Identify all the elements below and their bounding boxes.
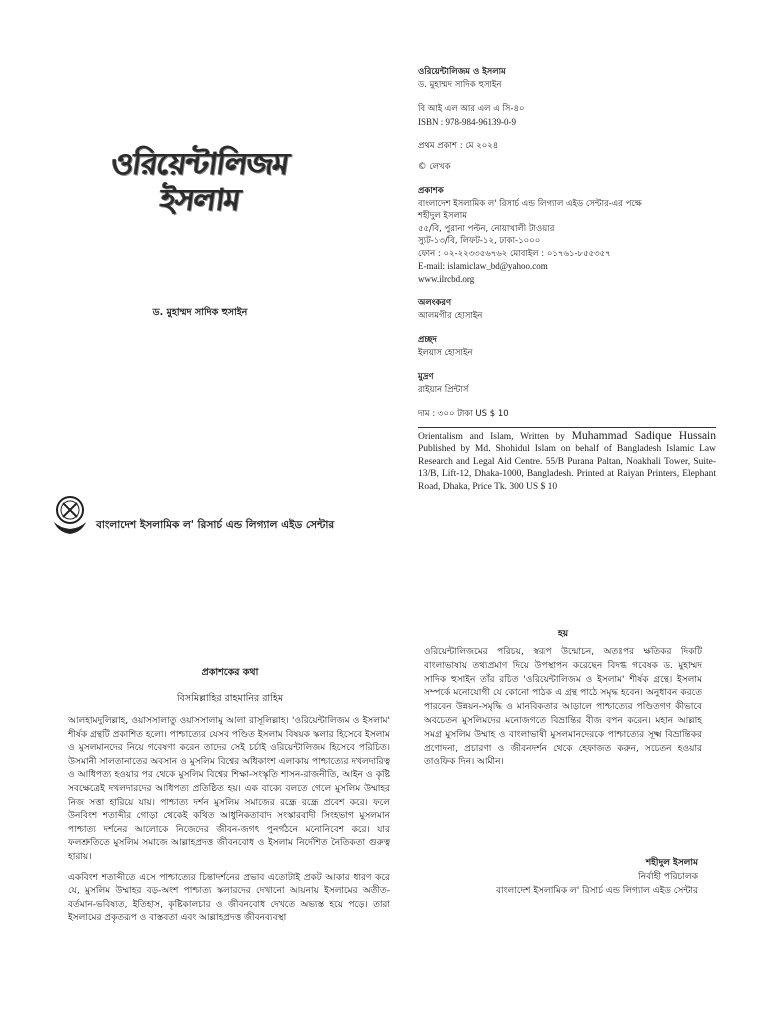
- signature-name: শহীদুল ইসলাম: [645, 858, 698, 868]
- imprint-price: দাম : ৩০০ টাকা US $ 10: [418, 409, 509, 419]
- imprint-publisher-line1: বাংলাদেশ ইসলামিক ল' রিসার্চ এন্ড লিগ্যাল এইড সেন্টার-এর পক্ষে: [418, 198, 642, 209]
- credits-author: Muhammad Sadique Hussain: [571, 429, 716, 442]
- imprint-first-edition: প্রথম প্রকাশ : মে ২০২৪: [418, 141, 499, 151]
- publisher-emblem-icon: [52, 492, 88, 536]
- title-page-publisher: বাংলাদেশ ইসলামিক ল' রিসার্চ এন্ড লিগ্যাল এইড সেন্টার: [96, 519, 335, 531]
- title-page-author: ড. মুহাম্মদ সাদিক হুসাইন: [152, 307, 248, 318]
- preface-body: [68, 715, 390, 933]
- imprint-publisher-line4: স্যুট-১৩/বি, লিফট-১২, ঢাকা-১০০০: [418, 236, 541, 246]
- right-page-body: ওরিয়েন্টালিজমের পরিচয়, স্বরূপ উন্মোচন, অতঃপর ক্ষতিকর দিকটি বাংলাভাষায় তথ্যপ্রমাণ দিয়ে উপস্থাপন করেছেন বিদগ্ধ গবেষক ড. মুহাম্মদ সাদিক হুসাইন তাঁর রচিত 'ওরিয়েন্টালিজম ও ইসলাম' শীর্ষক গ্রন্থে। ইসলাম সম্পর্কে মনোযোগী যে কোনো পাঠক এ গ্রন্থ পাঠে সমৃদ্ধ হবেন। অনুধাবন করতে পারবেন উন্নয়ন-সমৃদ্ধি ও মানবিকতার আড়ালে পাশ্চাত্যের পণ্ডিতগণ কীভাবে অবচেতন মুসলিমদের মনোজগতে বিভ্রান্তির বীজ বপন করেন। মহান আল্লাহ সমগ্র মুসলিম উম্মাহ ও বাংলাভাষী মুসলমানদেরকে পাশ্চাত্যের সূক্ষ্ম বিভ্রান্তিকর প্রণোদনা, প্রচারণা ও জীবনদর্শন থেকে হেফাজত করুন, সচেতন হওয়ার তাওফিক দিন। আমীন।: [424, 647, 702, 768]
- book-title-artwork: [100, 147, 300, 218]
- title-line-2: ইসলাম: [158, 183, 243, 218]
- imprint-decoration-name: আলমগীর হোসাইন: [418, 310, 483, 321]
- imprint-decoration-label: অলংকরণ: [418, 298, 452, 308]
- imprint-divider: [418, 427, 716, 428]
- imprint-book-title: ওরিয়েন্টালিজম ও ইসলাম: [418, 67, 506, 77]
- credits-intro: Orientalism and Islam, Written by: [418, 431, 572, 442]
- preface-bismillah: বিসমিল্লাহির রাহমানির রাহিম: [176, 693, 284, 704]
- imprint-print-label: মুদ্রণ: [418, 372, 434, 382]
- imprint-print-name: রাইয়ান প্রিন্টার্স: [418, 384, 469, 395]
- signature-role: নির্বাহী পরিচালক: [638, 872, 698, 882]
- credits-details: Published by Md. Shohidul Islam on behalf of Bangladesh Islamic Law Research and Legal Aid Centre. 55/B Purana Paltan, Noakhali Tower, Suite-13/B, Lift-12, Dhaka-1000, Bangladesh. Printed at Raiyan Printers, Elephant Road, Dhaka, Price Tk. 300 US $ 10: [418, 444, 716, 492]
- imprint-copyright: © লেখক: [418, 161, 451, 172]
- imprint-phone: ফোন : ০২-২২৩৩৫৬৭৬২ মোবাইল : ০১৭৬১-৮৫৫৩৫৭: [418, 248, 611, 259]
- imprint-cover-label: প্রচ্ছদ: [418, 335, 437, 345]
- preface-paragraph-2: একবিংশ শতাব্দীতে এসে পাশ্চাত্যের চিন্তাদর্শনের প্রভাব এতোটাই প্রকট আকার ধারণ করে যে, মুসলিম উম্মাহর বড়-অংশ পাশ্চাত্য স্কলারদের দেখানো আয়নায় ইসলামের অতীত-বর্তমান-ভবিষ্যত, ইতিহাস, কৃষ্টিকালচার ও জীবনবোধ দেখতে অভ্যস্ত হয়ে পড়ে। তারা ইসলামের প্রকৃতরূপ ও বাস্তবতা এবং আল্লাহপ্রদত্ত জীবনব্যবস্থা: [68, 872, 390, 924]
- imprint-english-credits: [418, 430, 716, 494]
- imprint-cover-name: ইলয়াস হোসাইন: [418, 347, 473, 358]
- imprint-publisher-label: প্রকাশক: [418, 186, 444, 196]
- right-page-heading: হয়: [558, 629, 569, 639]
- imprint-publisher-line3: ৫৫/বি, পুরানা পল্টন, নোয়াখালী টাওয়ার: [418, 223, 555, 234]
- preface-paragraph-1: আলহামদুলিল্লাহ, ওয়াসসালাতু ওয়াসসালামু আলা রাসূলিল্লাহ। 'ওরিয়েন্টালিজম ও ইসলাম' শীর্ষক গ্রন্থটি প্রকাশিত হলো। পাশ্চাত্যের যেসব পণ্ডিত ইসলাম বিষয়ক স্কলার হিসেবে ইসলাম ও মুসলমানদের নিয়ে গবেষণা করেন তাদের সেই চর্চাই ওরিয়েন্টালিজম হিসেবে পরিচিত। উসমানী সালতানাতের অবসান ও মুসলিম বিশ্বের অধিকাংশ এলাকায় পাশ্চাত্যের দখলদারিত্ব ও আধিপত্য হওয়ার পর থেকে মুসলিম বিশ্বের শিক্ষা-সংস্কৃতি শাসন-রাজনীতি, আইন ও কৃষ্টি সবক্ষেত্রেই দখলদারদের আধিপত্য প্রতিষ্ঠিত হয়। এক বাক্যে বলতে গেলে মুসলিম উম্মাহর নিজ সত্তা হারিয়ে যায়। পাশ্চাত্য দর্শন মুসলিম সমাজের রন্ধ্রে রন্ধ্রে প্রবেশ করে। ফলে উনবিংশ শতাব্দীর গোড়া থেকেই কথিত আধুনিকতাবাদ সংস্কারবাদী সিংহভাগ মুসলমান পাশ্চাত্য দর্শনের আলোকে নিজেদের জীবন-জগৎ পুনর্গঠনে মনোনিবেশ করে। যার ফলশ্রুতিতে মুসলিম সমাজে আল্লাহপ্রদত্ত জীবনবোধ ও ইসলাম নির্দেশিত নৈতিকতা গুরুত্ব হারায়।: [68, 716, 390, 862]
- preface-heading: প্রকাশকের কথা: [201, 667, 259, 678]
- imprint-author: ড. মুহাম্মদ সাদিক হুসাইন: [418, 79, 502, 90]
- imprint-code: বি আই এল আর এল এ সি-৪০: [418, 104, 525, 114]
- imprint-column: [418, 66, 718, 493]
- imprint-email: E-mail: islamiclaw_bd@yahoo.com: [418, 261, 548, 271]
- imprint-publisher-line2: শহীদুল ইসলাম: [418, 211, 467, 221]
- imprint-isbn: ISBN : 978-984-96139-0-9: [418, 116, 516, 127]
- signature-block: [496, 856, 698, 898]
- title-line-1: ওরিয়েন্টালিজম: [109, 147, 291, 182]
- imprint-website: www.ilrcbd.org: [418, 273, 475, 284]
- preface-spread: [0, 560, 768, 1024]
- signature-organization: বাংলাদেশ ইসলামিক ল' রিসার্চ এন্ড লিগ্যাল এইড সেন্টার: [496, 886, 698, 896]
